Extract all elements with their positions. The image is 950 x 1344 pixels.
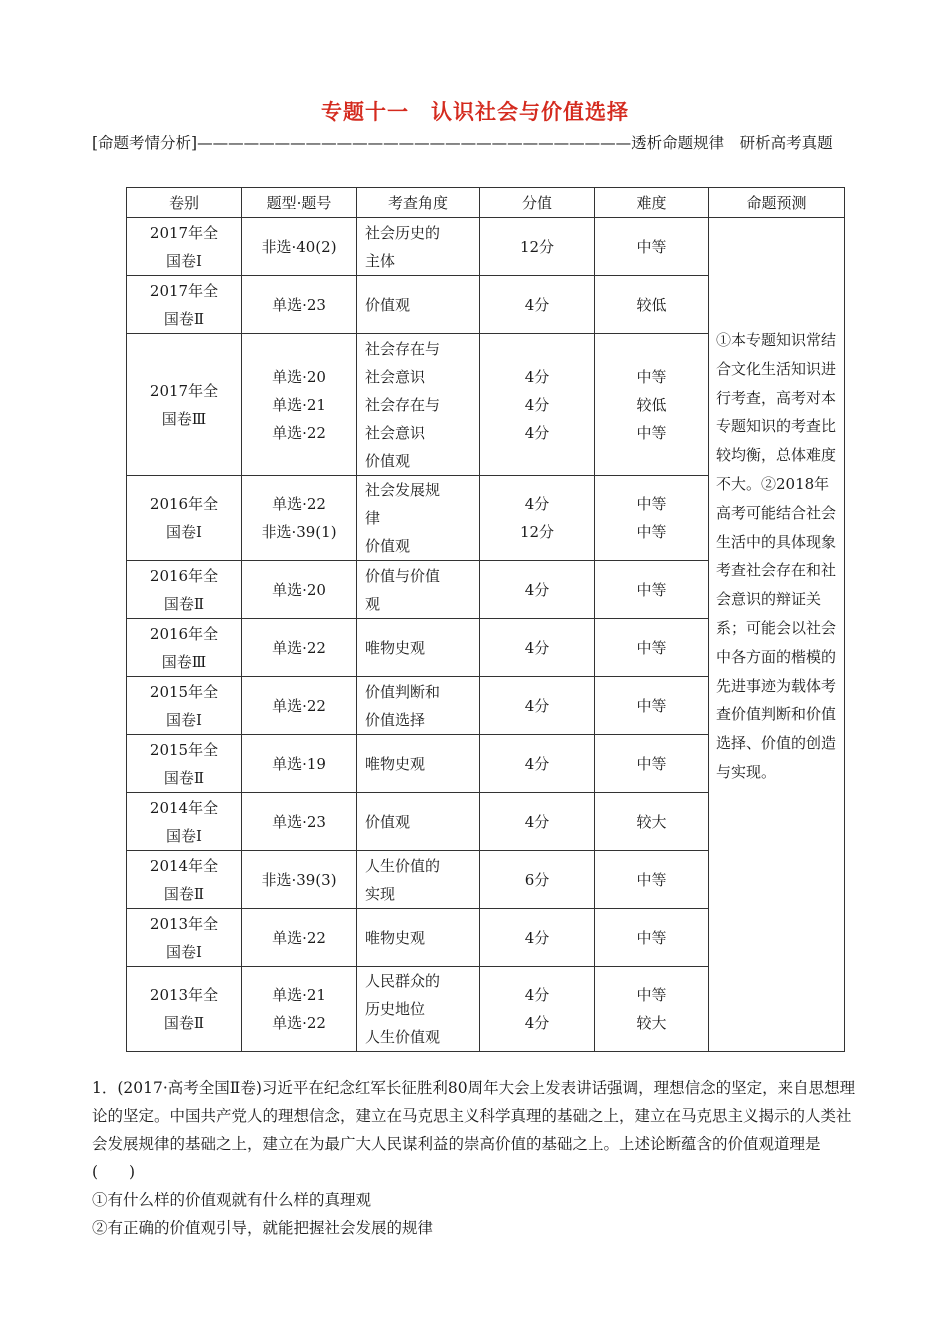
- exam-analysis-table: [126, 187, 845, 1052]
- paper-cell: 2013年全 国卷Ⅱ: [127, 967, 242, 1052]
- score-cell: 4分 4分: [480, 967, 595, 1052]
- difficulty-cell: 中等 较低 中等: [595, 334, 709, 476]
- prediction-cell: ①本专题知识常结合文化生活知识进行考查，高考对本专题知识的考查比较均衡，总体难度不大。②2018年高考可能结合社会生活中的具体现象考查社会存在和社会意识的辩证关系；可能会以社会中各方面的楷模的先进事迹为载体考查价值判断和价值选择、价值的创造与实现。: [709, 218, 845, 1052]
- difficulty-cell: 较低: [595, 276, 709, 334]
- paper-cell: 2013年全 国卷Ⅰ: [127, 909, 242, 967]
- paper-cell: 2017年全 国卷Ⅲ: [127, 334, 242, 476]
- score-cell: 4分 12分: [480, 476, 595, 561]
- table-header-row: [127, 188, 845, 218]
- difficulty-cell: 中等: [595, 619, 709, 677]
- question-type-cell: 单选·22: [242, 909, 357, 967]
- difficulty-cell: 中等: [595, 735, 709, 793]
- angle-cell: 人生价值的 实现: [357, 851, 480, 909]
- score-cell: 4分: [480, 793, 595, 851]
- angle-cell: 价值与价值 观: [357, 561, 480, 619]
- difficulty-cell: 中等 较大: [595, 967, 709, 1052]
- column-header: 卷别: [127, 188, 242, 218]
- paper-cell: 2015年全 国卷Ⅰ: [127, 677, 242, 735]
- angle-cell: 唯物史观: [357, 735, 480, 793]
- question-stem: 1．(2017·高考全国Ⅱ卷)习近平在纪念红军长征胜利80周年大会上发表讲话强调，理想信念的坚定，来自思想理论的坚定。中国共产党人的理想信念，建立在马克思主义科学真理的基础之上，建立在马克思主义揭示的人类社会发展规律的基础之上，建立在为最广大人民谋利益的崇高价值的基础之上。上述论断蕴含的价值观道理是( ): [92, 1079, 856, 1181]
- score-cell: 4分 4分 4分: [480, 334, 595, 476]
- score-cell: 6分: [480, 851, 595, 909]
- difficulty-cell: 中等: [595, 909, 709, 967]
- paper-cell: 2014年全 国卷Ⅱ: [127, 851, 242, 909]
- angle-cell: 人民群众的 历史地位 人生价值观: [357, 967, 480, 1052]
- paper-cell: 2017年全 国卷Ⅱ: [127, 276, 242, 334]
- difficulty-cell: 中等: [595, 561, 709, 619]
- score-cell: 4分: [480, 276, 595, 334]
- score-cell: 4分: [480, 735, 595, 793]
- difficulty-cell: 中等: [595, 851, 709, 909]
- angle-cell: 唯物史观: [357, 909, 480, 967]
- column-header: 命题预测: [709, 188, 845, 218]
- score-cell: 4分: [480, 561, 595, 619]
- question-type-cell: 单选·22 非选·39(1): [242, 476, 357, 561]
- difficulty-cell: 中等: [595, 677, 709, 735]
- option-1: ①有什么样的价值观就有什么样的真理观: [92, 1191, 372, 1209]
- paper-cell: 2016年全 国卷Ⅰ: [127, 476, 242, 561]
- page-title: 专题十一 认识社会与价值选择: [321, 99, 629, 124]
- angle-cell: 价值观: [357, 276, 480, 334]
- analysis-header: [命题考情分析]————————————————————————————透析命题规律 研析高考真题: [92, 134, 833, 152]
- question-type-cell: 单选·19: [242, 735, 357, 793]
- column-header: 分值: [480, 188, 595, 218]
- column-header: 题型·题号: [242, 188, 357, 218]
- question-type-cell: 非选·40(2): [242, 218, 357, 276]
- question-type-cell: 单选·22: [242, 677, 357, 735]
- angle-cell: 社会历史的 主体: [357, 218, 480, 276]
- question-type-cell: 单选·21 单选·22: [242, 967, 357, 1052]
- question-type-cell: 单选·22: [242, 619, 357, 677]
- question-type-cell: 单选·23: [242, 793, 357, 851]
- difficulty-cell: 中等 中等: [595, 476, 709, 561]
- question-type-cell: 单选·23: [242, 276, 357, 334]
- column-header: 难度: [595, 188, 709, 218]
- difficulty-cell: 中等: [595, 218, 709, 276]
- score-cell: 4分: [480, 909, 595, 967]
- score-cell: 12分: [480, 218, 595, 276]
- paper-cell: 2014年全 国卷Ⅰ: [127, 793, 242, 851]
- angle-cell: 唯物史观: [357, 619, 480, 677]
- question-type-cell: 单选·20 单选·21 单选·22: [242, 334, 357, 476]
- paper-cell: 2016年全 国卷Ⅱ: [127, 561, 242, 619]
- question-block: [92, 1074, 862, 1242]
- angle-cell: 社会存在与 社会意识 社会存在与 社会意识 价值观: [357, 334, 480, 476]
- paper-cell: 2017年全 国卷Ⅰ: [127, 218, 242, 276]
- paper-cell: 2015年全 国卷Ⅱ: [127, 735, 242, 793]
- difficulty-cell: 较大: [595, 793, 709, 851]
- angle-cell: 社会发展规 律 价值观: [357, 476, 480, 561]
- score-cell: 4分: [480, 619, 595, 677]
- question-type-cell: 非选·39(3): [242, 851, 357, 909]
- question-type-cell: 单选·20: [242, 561, 357, 619]
- column-header: 考查角度: [357, 188, 480, 218]
- angle-cell: 价值观: [357, 793, 480, 851]
- score-cell: 4分: [480, 677, 595, 735]
- table-row: [127, 218, 845, 276]
- paper-cell: 2016年全 国卷Ⅲ: [127, 619, 242, 677]
- option-2: ②有正确的价值观引导，就能把握社会发展的规律: [92, 1219, 434, 1237]
- angle-cell: 价值判断和 价值选择: [357, 677, 480, 735]
